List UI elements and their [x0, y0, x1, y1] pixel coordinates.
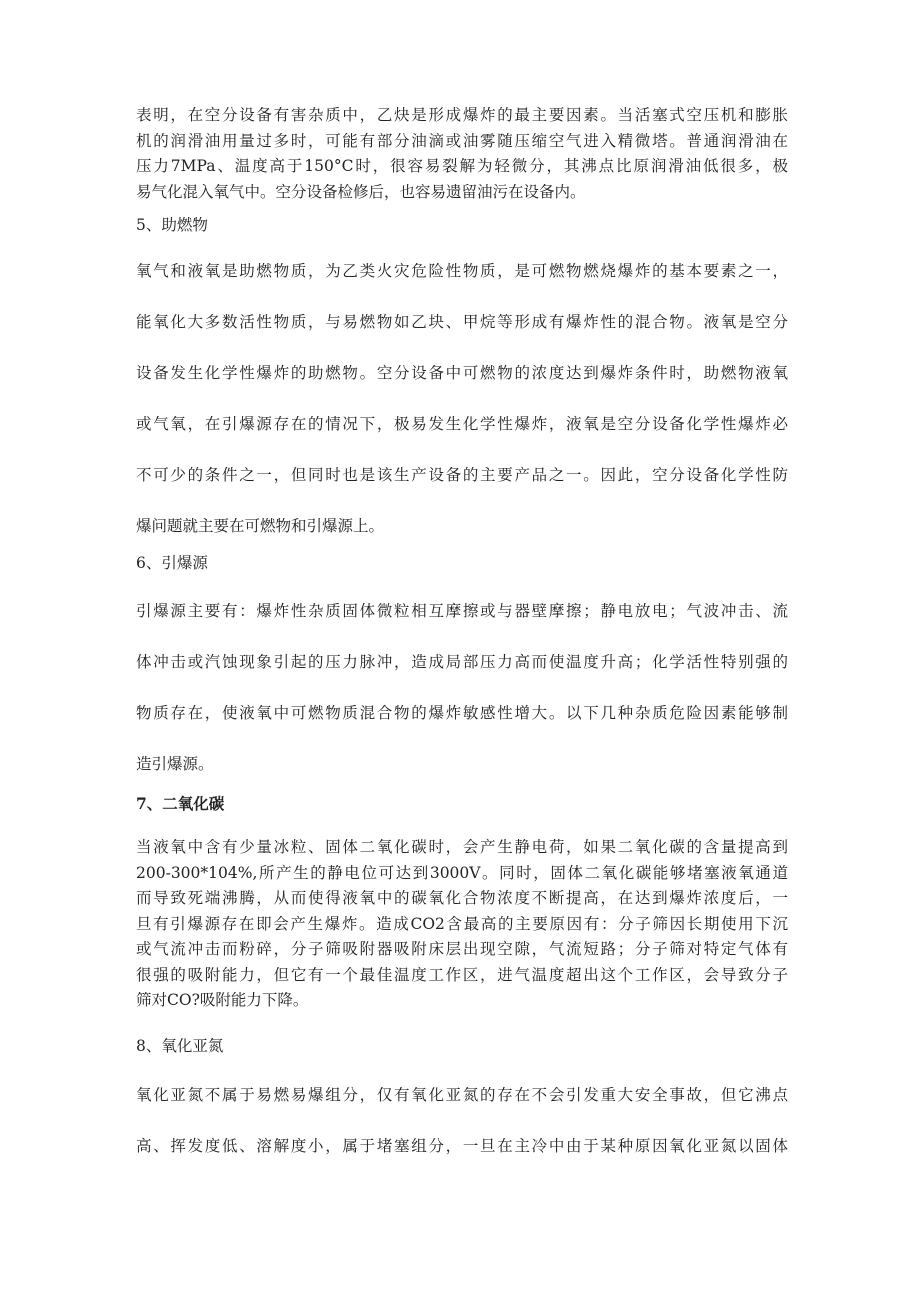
text-line: 压力7MPa、温度高于150°C时，很容易裂解为轻微分，其沸点比原润滑油低很多，极: [136, 157, 788, 175]
section-7-paragraph: [136, 835, 788, 1014]
text-line: 易气化混入氧气中。空分设备检修后，也容易遗留油污在设备内。: [136, 182, 586, 201]
text-line: 氧化亚氮不属于易燃易爆组分，仅有氧化亚氮的存在不会引发重大安全事故，但它沸点: [136, 1086, 788, 1104]
text-line: 爆问题就主要在可燃物和引爆源上。: [136, 517, 385, 535]
text-line: 造引爆源。: [136, 755, 214, 773]
text-line: 引爆源主要有：爆炸性杂质固体微粒相互摩擦或与器壁摩擦；静电放电；气波冲击、流: [136, 602, 788, 620]
text-line: 能氧化大多数活性物质，与易燃物如乙块、甲烷等形成有爆炸性的混合物。液氧是空分: [136, 313, 788, 331]
text-line: 200-300*104%,所产生的静电位可达到3000V。同时，固体二氧化碳能够堵塞液氧通道: [136, 863, 788, 882]
text-line: 物质存在，使液氧中可燃物质混合物的爆炸敏感性增大。以下几种杂质危险因素能够制: [136, 704, 788, 722]
text-line: 或气流冲击而粉碎，分子筛吸附器吸附床层出现空隙，气流短路；分子筛对特定气体有: [136, 940, 788, 958]
text-line: 体冲击或汽蚀现象引起的压力脉冲，造成局部压力高而使温度升高；化学活性特别强的: [136, 653, 788, 671]
text-line: 筛对CO?吸附能力下降。: [136, 991, 309, 1009]
section-8-paragraph: [136, 1070, 788, 1172]
section-6-paragraph: [136, 586, 788, 790]
text-line: 当液氧中含有少量冰粒、固体二氧化碳时，会产生静电荷，如果二氧化碳的含量提高到: [136, 838, 788, 856]
section-heading-5: 5、助燃物: [136, 216, 208, 234]
section-heading-7: 7、二氧化碳: [136, 794, 225, 813]
text-line: 不可少的条件之一，但同时也是该生产设备的主要产品之一。因此，空分设备化学性防: [136, 466, 788, 484]
text-line: 设备发生化学性爆炸的助燃物。空分设备中可燃物的浓度达到爆炸条件时，助燃物液氧: [136, 364, 788, 382]
text-line: 高、挥发度低、溶解度小，属于堵塞组分，一旦在主冷中由于某种原因氧化亚氮以固体: [136, 1137, 788, 1155]
text-line: 或气氧，在引爆源存在的情况下，极易发生化学性爆炸，液氧是空分设备化学性爆炸必: [136, 415, 788, 433]
section-heading-6: 6、引爆源: [136, 554, 208, 572]
text-line: 机的润滑油用量过多时，可能有部分油滴或油雾随压缩空气进入精微塔。普通润滑油在: [136, 131, 788, 150]
text-line: 而导致死端沸腾，从而使得液氧中的碳氧化合物浓度不断提高，在达到爆炸浓度后，一: [136, 889, 788, 907]
section-heading-8: 8、氧化亚氮: [136, 1037, 224, 1055]
text-line: 表明，在空分设备有害杂质中，乙炔是形成爆炸的最主要因素。当活塞式空压机和膨胀: [136, 106, 788, 124]
text-line: 氧气和液氧是助燃物质，为乙类火灾危险性物质，是可燃物燃烧爆炸的基本要素之一，: [136, 262, 788, 280]
text-line: 旦有引爆源存在即会产生爆炸。造成CO2含最高的主要原因有：分子筛因长期使用下沉: [136, 914, 788, 933]
intro-paragraph: [136, 103, 788, 205]
text-line: 很强的吸附能力，但它有一个最佳温度工作区，进气温度超出这个工作区，会导致分子: [136, 965, 788, 984]
section-5-paragraph: [136, 246, 788, 552]
